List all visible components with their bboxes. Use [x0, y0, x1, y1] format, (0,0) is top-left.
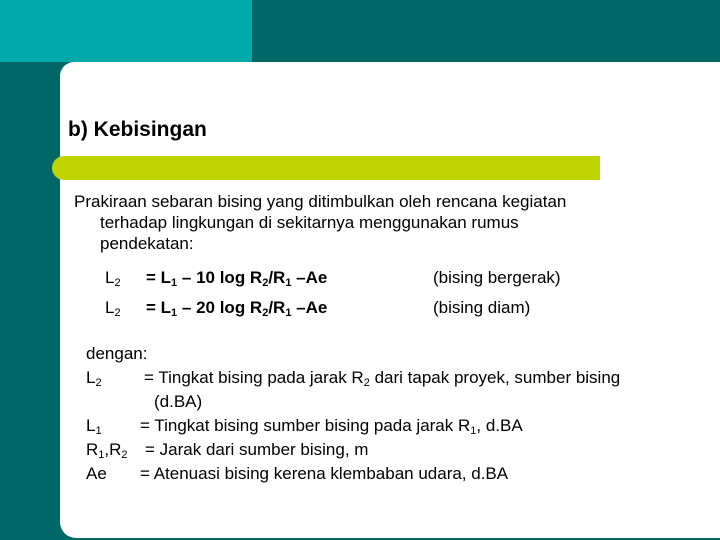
intro-line-2: terhadap lingkungan di sekitarnya menggunakan rumus [100, 213, 519, 232]
definition-ae-key: Ae [86, 464, 107, 483]
formula-1-note: (bising bergerak) [433, 268, 561, 287]
definition-l2-continuation: (d.BA) [154, 392, 203, 411]
formula-2-note: (bising diam) [433, 298, 531, 317]
formula-2-lhs: $L_2$ [105, 298, 121, 319]
definition-ae [86, 462, 509, 486]
definition-r-value: = Jarak dari sumber bising, m [145, 440, 369, 459]
formula-1-rhs: = $L_1 - 10$ $\log R_2/R_1$ –Ae [146, 268, 328, 289]
intro-paragraph [74, 191, 674, 254]
definition-ae-value: = Atenuasi bising kerena klembaban udara, d.BA [140, 464, 509, 483]
definition-l1-key: $L_1$ [86, 416, 102, 437]
definition-l2-value: = Tingkat bising pada jarak $R_2$ dari tapak proyek, sumber bising [144, 368, 621, 389]
definitions-block [86, 342, 621, 486]
definition-l1 [86, 414, 523, 438]
definitions-heading: dengan: [86, 344, 148, 363]
teal-corner-block [0, 0, 252, 62]
definition-r [86, 438, 369, 462]
definition-l2-key: $L_2$ [86, 368, 102, 389]
accent-bar [52, 156, 600, 180]
intro-line-3: pendekatan: [100, 234, 194, 253]
slide-title: b) Kebisingan [68, 118, 207, 141]
definition-l1-value: = Tingkat bising sumber bising pada jarak $R_1$, d.BA [140, 416, 523, 437]
formula-2-rhs: = $L_1 - 20$ $\log R_2/R_1$ –Ae [146, 298, 328, 319]
definition-r-key: $R_1,R_2$ [86, 440, 128, 461]
definition-l2 [86, 366, 621, 390]
formula-1-lhs: $L_2$ [105, 268, 121, 289]
intro-line-1: Prakiraan sebaran bising yang ditimbulkan oleh rencana kegiatan [74, 192, 567, 211]
